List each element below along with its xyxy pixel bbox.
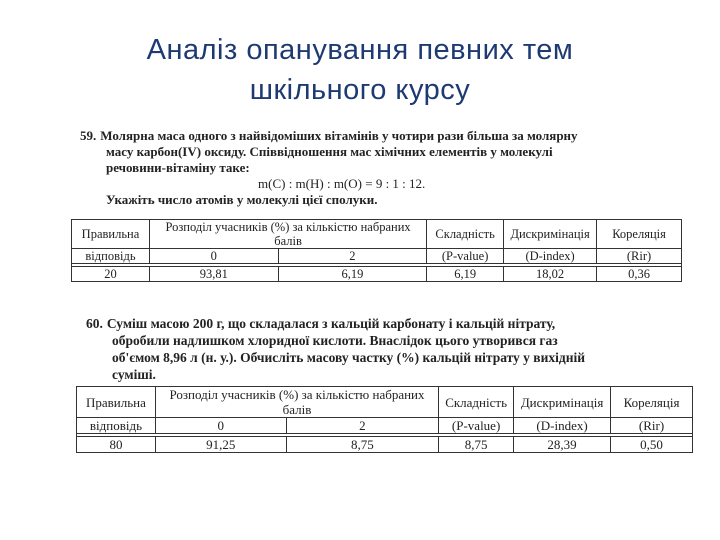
- question-text-line: об'ємом 8,96 л (н. у.). Обчисліть масову частку (%) кальцій нітрату у вихідній: [112, 350, 586, 365]
- table-subheader-row: [77, 418, 693, 434]
- header-correlation: Кореляція: [597, 220, 682, 249]
- cell-rir: 0,50: [611, 437, 693, 453]
- mass-ratio-formula: m(C) : m(H) : m(O) = 9 : 1 : 12.: [258, 176, 426, 191]
- table-row: [77, 437, 693, 453]
- header-discrimination: Дискримінація: [514, 387, 611, 418]
- header-discrimination-2: (D-index): [504, 249, 597, 264]
- cell-d-index: 28,39: [514, 437, 611, 453]
- question-text-line: суміші.: [112, 367, 156, 382]
- cell-pct-2: 6,19: [278, 267, 427, 282]
- header-discrimination: Дискримінація: [504, 220, 597, 249]
- question-59: [80, 128, 580, 208]
- cell-rir: 0,36: [597, 267, 682, 282]
- cell-pct-0: 93,81: [149, 267, 278, 282]
- cell-p-value: 8,75: [439, 437, 514, 453]
- header-correlation: Кореляція: [611, 387, 693, 418]
- table-row: [72, 267, 682, 282]
- question-text-line: Молярна маса одного з найвідоміших вітамінів у чотири рази більша за молярну: [100, 128, 578, 143]
- cell-d-index: 18,02: [504, 267, 597, 282]
- header-difficulty-2: (P-value): [427, 249, 504, 264]
- title-line-1: Аналіз опанування певних тем: [146, 34, 574, 66]
- table-header-row: [77, 387, 693, 418]
- header-score-0: 0: [155, 418, 286, 434]
- header-score-2: 2: [286, 418, 439, 434]
- cell-pct-0: 91,25: [155, 437, 286, 453]
- question-text-line: Суміш масою 200 г, що складалася з кальцій карбонату і кальцій нітрату,: [106, 316, 556, 331]
- cell-p-value: 6,19: [427, 267, 504, 282]
- header-correlation-2: (Rir): [611, 418, 693, 434]
- header-distribution: Розподіл учасників (%) за кількістю набраних балів: [155, 387, 438, 418]
- slide-title: [0, 30, 720, 110]
- header-distribution: Розподіл учасників (%) за кількістю набраних балів: [149, 220, 426, 249]
- question-60: [86, 315, 586, 383]
- table-header-row: [72, 220, 682, 249]
- header-difficulty-2: (P-value): [439, 418, 514, 434]
- header-correct-answer-2: відповідь: [77, 418, 156, 434]
- question-text-line: речовини-вітаміну таке:: [106, 160, 250, 175]
- table-subheader-row: [72, 249, 682, 264]
- stats-table-59: [71, 219, 682, 282]
- header-correct-answer: Правильна: [77, 387, 156, 418]
- question-text-line: Укажіть число атомів у молекулі цієї сполуки.: [106, 192, 378, 207]
- header-correct-answer: Правильна: [72, 220, 150, 249]
- question-text-line: масу карбон(IV) оксиду. Співвідношення мас хімічних елементів у молекулі: [106, 144, 553, 159]
- header-difficulty: Складність: [427, 220, 504, 249]
- header-score-0: 0: [149, 249, 278, 264]
- header-discrimination-2: (D-index): [514, 418, 611, 434]
- cell-pct-2: 8,75: [286, 437, 439, 453]
- question-number: 60.: [86, 316, 103, 331]
- question-text-line: обробили надлишком хлоридної кислоти. Внаслідок цього утворився газ: [112, 333, 558, 348]
- stats-table-60: [76, 386, 693, 453]
- header-correct-answer-2: відповідь: [72, 249, 150, 264]
- cell-answer: 80: [77, 437, 156, 453]
- header-score-2: 2: [278, 249, 427, 264]
- cell-answer: 20: [72, 267, 150, 282]
- header-difficulty: Складність: [439, 387, 514, 418]
- title-line-2: шкільного курсу: [249, 74, 471, 106]
- question-number: 59.: [80, 128, 97, 143]
- header-correlation-2: (Rir): [597, 249, 682, 264]
